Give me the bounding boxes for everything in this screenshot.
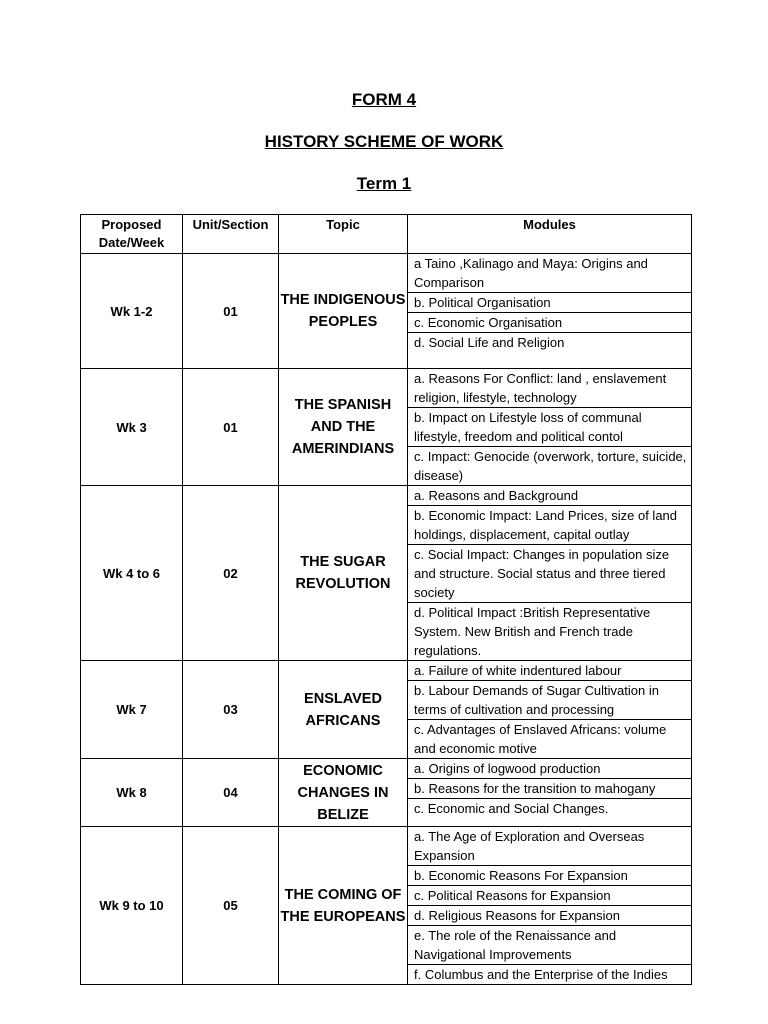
module-item: b. Impact on Lifestyle loss of communal lifestyle, freedom and political contol: [408, 408, 691, 447]
modules-cell: [408, 827, 692, 985]
scheme-of-work-table: [80, 214, 692, 985]
topic-cell: THE SPANISH AND THE AMERINDIANS: [279, 369, 408, 486]
header-topic: Topic: [279, 215, 408, 254]
topic-cell: ENSLAVED AFRICANS: [279, 661, 408, 759]
unit-cell: 05: [183, 827, 279, 985]
module-item: b. Reasons for the transition to mahogany: [408, 779, 691, 799]
module-item: f. Columbus and the Enterprise of the Indies: [414, 967, 668, 982]
table-row: [81, 759, 692, 827]
topic-cell: THE SUGAR REVOLUTION: [279, 486, 408, 661]
modules-cell: [408, 661, 692, 759]
module-item: c. Social Impact: Changes in population size and structure. Social status and three tiered society: [408, 545, 691, 603]
unit-cell: 03: [183, 661, 279, 759]
week-cell: Wk 9 to 10: [81, 827, 183, 985]
table-row: [81, 661, 692, 759]
module-item: d. Religious Reasons for Expansion: [408, 906, 691, 926]
week-cell: Wk 1-2: [81, 254, 183, 369]
module-item: c. Economic Organisation: [408, 313, 691, 333]
table-row: [81, 254, 692, 369]
table-body: [81, 254, 692, 985]
table-row: [81, 827, 692, 985]
week-cell: Wk 7: [81, 661, 183, 759]
topic-cell: THE INDIGENOUS PEOPLES: [279, 254, 408, 369]
module-item: c. Economic and Social Changes.: [414, 801, 609, 816]
modules-cell: [408, 759, 692, 827]
module-item: b. Labour Demands of Sugar Cultivation in terms of cultivation and processing: [408, 681, 691, 720]
module-item: a. Reasons and Background: [408, 486, 691, 506]
module-item: c. Political Reasons for Expansion: [408, 886, 691, 906]
module-item: c. Advantages of Enslaved Africans: volume and economic motive: [414, 722, 667, 756]
module-item: b. Political Organisation: [408, 293, 691, 313]
header-unit: Unit/Section: [183, 215, 279, 254]
unit-cell: 02: [183, 486, 279, 661]
table-row: [81, 486, 692, 661]
term-heading: Term 1: [356, 174, 412, 193]
module-item: b. Economic Reasons For Expansion: [408, 866, 691, 886]
header-week: Proposed Date/Week: [81, 215, 183, 254]
module-item: a. Reasons For Conflict: land , enslavement religion, lifestyle, technology: [408, 369, 691, 408]
document-subtitle: HISTORY SCHEME OF WORK: [264, 132, 504, 151]
topic-cell: ECONOMIC CHANGES IN BELIZE: [279, 759, 408, 827]
modules-cell: [408, 486, 692, 661]
module-item: b. Economic Impact: Land Prices, size of land holdings, displacement, capital outlay: [408, 506, 691, 545]
module-item: c. Impact: Genocide (overwork, torture, suicide, disease): [414, 449, 687, 483]
table-row: [81, 369, 692, 486]
week-cell: Wk 8: [81, 759, 183, 827]
unit-cell: 01: [183, 369, 279, 486]
module-item: a. The Age of Exploration and Overseas Expansion: [408, 827, 691, 866]
module-item: a. Origins of logwood production: [408, 759, 691, 779]
unit-cell: 01: [183, 254, 279, 369]
module-item: a. Failure of white indentured labour: [408, 661, 691, 681]
module-item: e. The role of the Renaissance and Navigational Improvements: [408, 926, 691, 965]
unit-cell: 04: [183, 759, 279, 827]
header-modules: Modules: [408, 215, 692, 254]
module-item: d. Social Life and Religion: [414, 335, 565, 350]
modules-cell: [408, 254, 692, 369]
week-cell: Wk 4 to 6: [81, 486, 183, 661]
week-cell: Wk 3: [81, 369, 183, 486]
table-header-row: [81, 215, 692, 254]
module-item: d. Political Impact :British Representative System. New British and French trade regulations.: [414, 605, 651, 658]
document-title: FORM 4: [351, 90, 417, 109]
module-item: a Taino ,Kalinago and Maya: Origins and Comparison: [408, 254, 691, 293]
modules-cell: [408, 369, 692, 486]
topic-cell: THE COMING OF THE EUROPEANS: [279, 827, 408, 985]
